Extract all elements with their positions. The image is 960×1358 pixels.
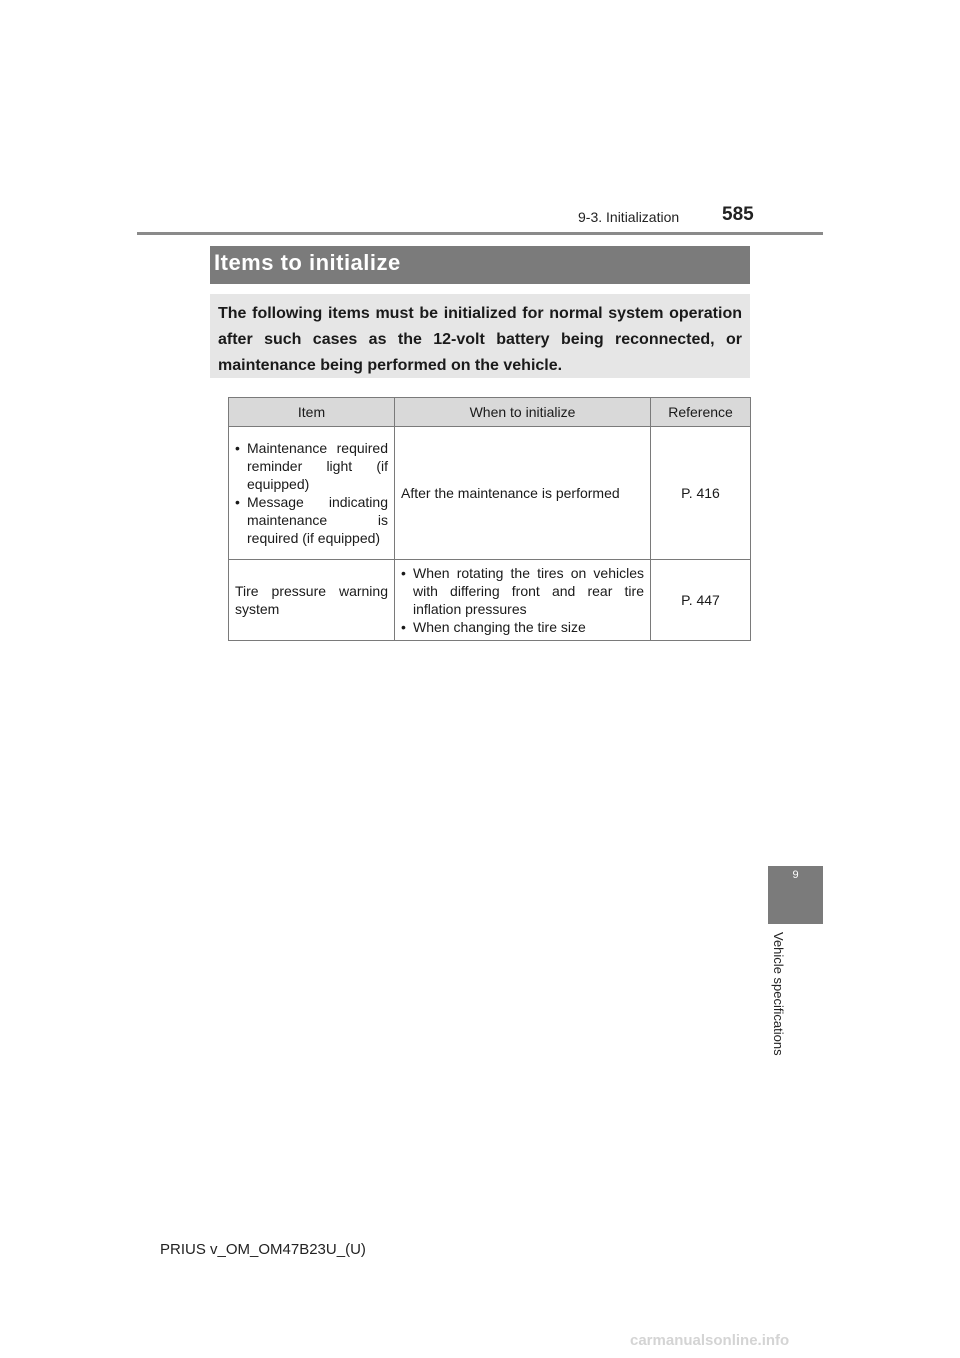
- table-row: [229, 427, 751, 560]
- list-item: • Maintenance required reminder light (if equipped): [235, 439, 388, 493]
- intro-text: The following items must be initialized for normal system operation after such cases as the 12-volt battery being reconnected, or maintenance being performed on the vehicle.: [218, 305, 742, 374]
- list-item: • When changing the tire size: [401, 618, 644, 636]
- when-bullet-list: [401, 564, 644, 636]
- cell-when: After the maintenance is performed: [395, 427, 651, 560]
- page-number: 585: [722, 204, 754, 225]
- table-header-row: [229, 398, 751, 427]
- column-header-item: Item: [229, 398, 395, 427]
- item-bullet-list: [235, 439, 388, 547]
- list-item: • When rotating the tires on vehicles with differing front and rear tire inflation pressures: [401, 564, 644, 618]
- cell-reference: P. 416: [651, 427, 751, 560]
- chapter-tab: [768, 866, 823, 924]
- section-title: Items to initialize: [214, 250, 401, 275]
- table-row: [229, 560, 751, 641]
- cell-item: [229, 427, 395, 560]
- section-title-bar: [210, 246, 750, 284]
- watermark: carmanualsonline.info: [630, 1332, 790, 1349]
- column-header-when: When to initialize: [395, 398, 651, 427]
- cell-when: [395, 560, 651, 641]
- intro-box: [210, 294, 750, 378]
- list-item: • Message indicating maintenance is required (if equipped): [235, 493, 388, 547]
- footer-doc-id: PRIUS v_OM_OM47B23U_(U): [160, 1241, 366, 1258]
- header-rule: [137, 232, 823, 235]
- initialization-table: [228, 397, 751, 641]
- column-header-reference: Reference: [651, 398, 751, 427]
- cell-reference: P. 447: [651, 560, 751, 641]
- header-section-label: 9-3. Initialization: [578, 209, 680, 225]
- cell-item: Tire pressure warning system: [229, 560, 395, 641]
- chapter-number: 9: [792, 869, 799, 881]
- chapter-label: Vehicle specifications: [771, 932, 786, 1056]
